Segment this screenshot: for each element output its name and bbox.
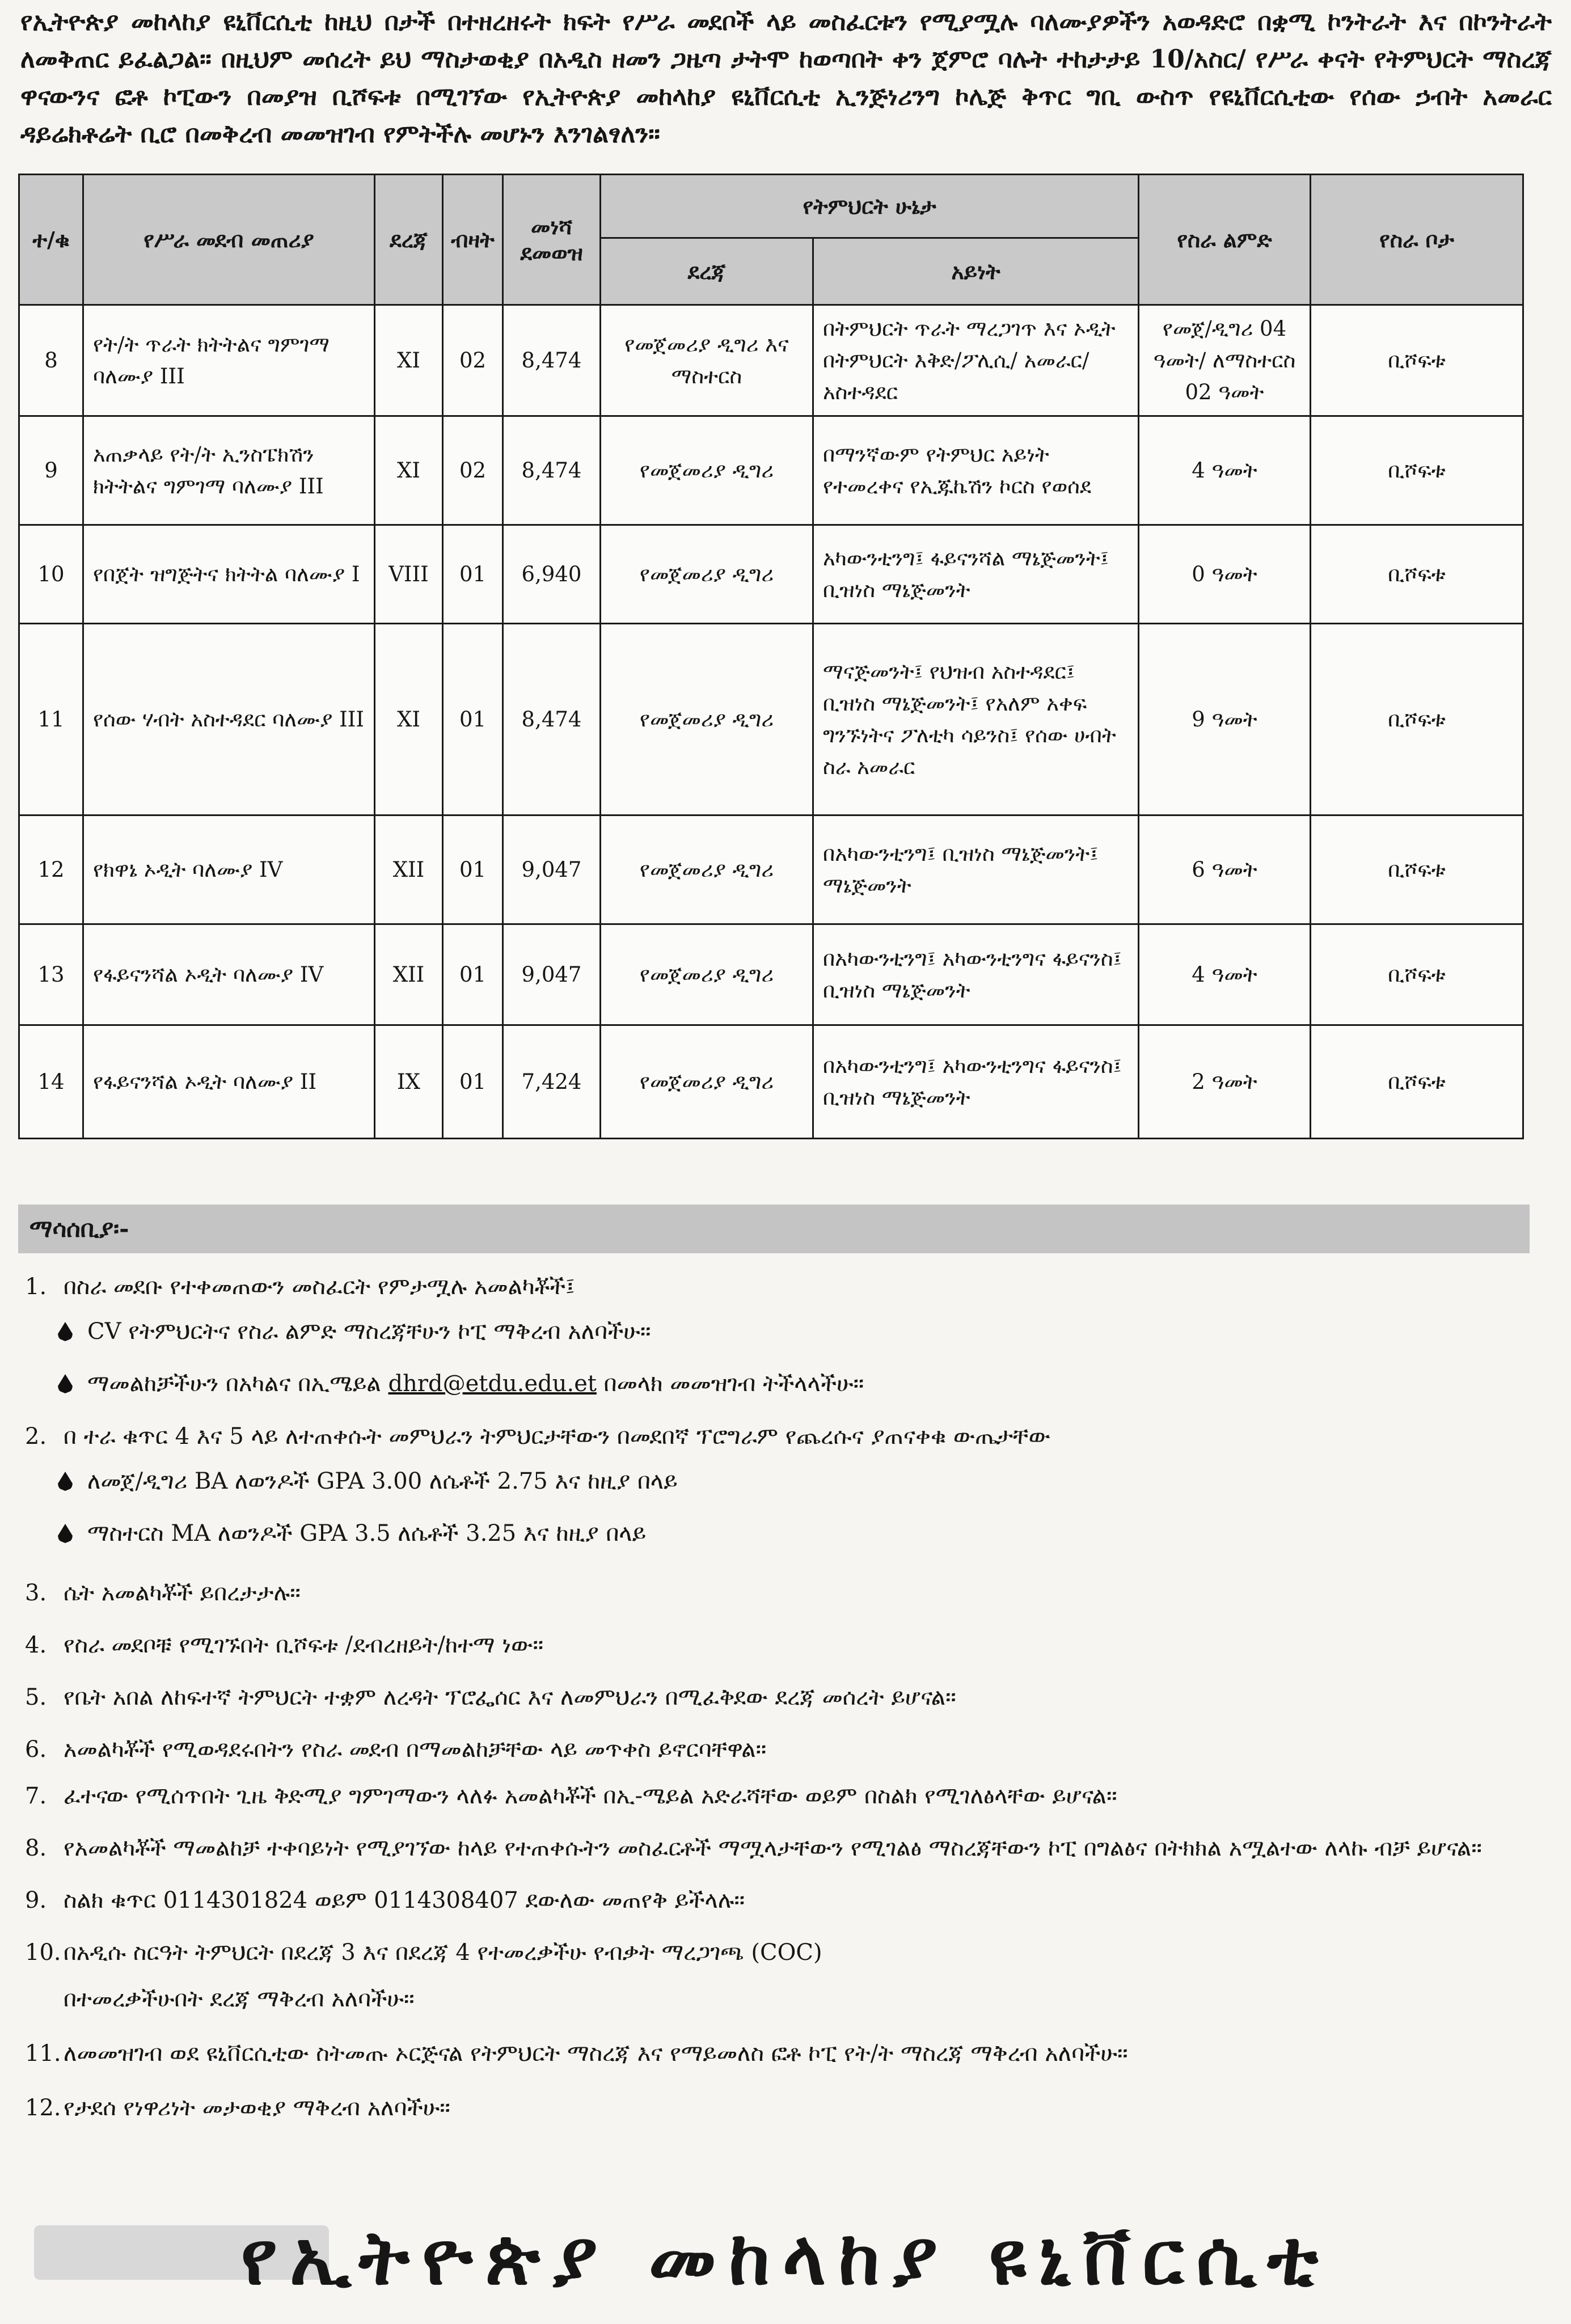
row-education-type: በትምህርት ጥራት ማረጋገጥ እና ኦዲት በትምህርት እቅድ/ፖሊሲ/ አመራር/አስተዳደር [813,305,1139,416]
row-job-title: የበጀት ዝግጅትና ክትትል ባለሙያ I [83,525,375,624]
header-quantity: ብዛት [443,175,503,305]
row-grade: XII [375,815,443,924]
row-grade: VIII [375,525,443,624]
intro-paragraph: የኢትዮጵያ መከላከያ ዩኒቨርሲቲ ከዚህ በታች በተዘረዘሩት ክፍት የሥራ መደቦች ላይ መስፈርቱን የሚያሟሉ ባለሙያዎችን አወዳድሮ በቋሚ ኮንትራት እና በኮንትራት ለመቅጠር ይፈልጋል። በዚህም መሰረት ይህ ማስታወቂያ በአዲስ ዘመን ጋዜጣ ታትሞ ከወጣበት ቀን ጀምሮ ባሉት ተከታታይ 10/አስር/ የሥራ ቀናት የትምህርት ማስረጃ ዋናውንና ፎቶ ኮፒውን በመያዝ ቢሾፍቱ በሚገኘው የኢትዮጵያ መከላከያ ዩኒቨርሲቲ ኢንጅነሪንግ ኮሌጅ ቅጥር ግቢ ውስጥ የዩኒቨርሲቲው የሰው ኃብት አመራር ዳይሬክቶሬት ቢሮ በመቅረብ መመዝገብ የምትችሉ መሆኑን እንገልፃለን። [20,7,1552,149]
row-quantity: 01 [443,924,503,1025]
row-number: 11 [19,624,83,815]
bullet-text: CV የትምህርትና የስራ ልምድ ማስረጃቸሁን ኮፒ ማቅረብ አለባችሁ። [87,1319,651,1345]
note-1-bullet-b [25,1358,1539,1410]
note-text: በተመረቃችሁበት ደረጃ ማቅረብ አለባችሁ። [64,1986,415,2012]
row-experience: 6 ዓመት [1139,815,1311,924]
note-5 [25,1679,1539,1716]
note-10 [25,1934,1539,1971]
row-location: ቢሾፍቱ [1311,624,1523,815]
job-vacancy-table [18,174,1524,1139]
note-number: 6. [25,1736,47,1763]
table-row [19,624,1523,815]
notes-heading: ማሳሰቢያ፡- [18,1205,1530,1253]
row-grade: IX [375,1025,443,1139]
row-number: 8 [19,305,83,416]
row-number: 10 [19,525,83,624]
row-education-type: በማንኛውም የትምህር አይነት የተመረቀና የኢጁኬሽን ኮርስ የወሰደ [813,416,1139,525]
note-1-bullet-a [25,1305,1539,1358]
header-education: የትምህርት ሁኔታ [601,175,1139,238]
row-location: ቢሾፍቱ [1311,1025,1523,1139]
row-salary: 7,424 [503,1025,601,1139]
table-row [19,525,1523,624]
row-quantity: 01 [443,1025,503,1139]
note-7 [25,1777,1539,1815]
table-row [19,815,1523,924]
note-number: 2. [25,1423,47,1450]
university-name-footer: የኢትዮጵያ መከላከያ ዩኒቨርሲቲ [240,2214,1331,2302]
row-experience: የመጀ/ዲግሪ 04 ዓመት/ ለማስተርስ 02 ዓመት [1139,305,1311,416]
header-number: ተ/ቁ [19,175,83,305]
row-experience: 2 ዓመት [1139,1025,1311,1139]
note-9 [25,1882,1539,1919]
note-text: ስልክ ቁጥር 0114301824 ወይም 0114308407 ደውለው መጠየቅ ይችላሉ። [64,1887,745,1913]
email-link[interactable]: dhrd@etdu.edu.et [388,1371,597,1397]
note-number: 10. [25,1940,61,1966]
header-education-level: ደረጃ [601,238,813,305]
note-2-bullet-b [25,1507,1539,1560]
note-text: የስራ መደቦቹ የሚገኙበት ቢሾፍቱ /ደብረዘይት/ከተማ ነው። [64,1632,544,1658]
row-education-level: የመጀመሪያ ዲግሪ [601,815,813,924]
row-education-level: የመጀመሪያ ዲግሪ እና ማስተርስ [601,305,813,416]
table-row [19,1025,1523,1139]
row-education-level: የመጀመሪያ ዲግሪ [601,624,813,815]
note-number: 9. [25,1887,47,1913]
header-grade: ደረጃ [375,175,443,305]
row-location: ቢሾፍቱ [1311,525,1523,624]
row-location: ቢሾፍቱ [1311,924,1523,1025]
note-6 [25,1731,1539,1768]
row-quantity: 01 [443,525,503,624]
row-experience: 9 ዓመት [1139,624,1311,815]
note-number: 12. [25,2095,61,2121]
row-job-title: የፋይናንሻል ኦዲት ባለሙያ IV [83,924,375,1025]
row-salary: 9,047 [503,924,601,1025]
note-text: ለመመዝገብ ወደ ዩኒቨርሲቲው ስትመጡ ኦርጅናል የትምህርት ማስረጃ እና የማይመለስ ፎቶ ኮፒ የት/ት ማስረጃ ማቅረብ አለባችሁ። [64,2040,1128,2067]
row-location: ቢሾፍቱ [1311,416,1523,525]
note-10-continued [25,1980,1539,2018]
header-location: የስራ ቦታ [1311,175,1523,305]
note-text: ፈተናው የሚሰጥበት ጊዜ ቅድሚያ ግምገማውን ላለፉ አመልካቾች በኢ-ሜይል አድራሻቸው ወይም በስልክ የሚገለፅላቸው ይሆናል። [64,1783,1117,1809]
row-salary: 8,474 [503,624,601,815]
table-row [19,416,1523,525]
note-text: የታደሰ የነዋሪነት መታወቂያ ማቅረብ አለባችሁ። [64,2095,450,2121]
header-salary: መነሻ ደመወዝ [503,175,601,305]
row-number: 13 [19,924,83,1025]
note-text: በአዲሱ ስርዓት ትምህርት በደረጃ 3 እና በደረጃ 4 የተመረቃችሁ የብቃት ማረጋገጫ (COC) [64,1940,822,1966]
row-education-level: የመጀመሪያ ዲግሪ [601,416,813,525]
table-row [19,305,1523,416]
note-3 [25,1574,1539,1612]
row-number: 14 [19,1025,83,1139]
row-job-title: አጠቃላይ የት/ት ኢንስፔክሽን ክትትልና ግምገማ ባለሙያ III [83,416,375,525]
note-number: 5. [25,1684,47,1710]
row-education-type: ማናጅመንት፤ የህዝብ አስተዳደር፤ ቢዝነስ ማኔጅመንት፤ የአለም አቀፍ ግንኙነትና ፖለቲካ ሳይንስ፤ የሰው ሀብት ስራ አመራር [813,624,1139,815]
bullet-text: ለመጀ/ዲግሪ BA ለወንዶች GPA 3.00 ለሴቶች 2.75 እና ከዚያ በላይ [87,1468,678,1494]
row-quantity: 01 [443,815,503,924]
note-text: ሴት አመልካቾች ይበረታታሉ። [64,1580,301,1606]
row-number: 12 [19,815,83,924]
bullet-text: ማስተርስ MA ለወንዶች GPA 3.5 ለሴቶች 3.25 እና ከዚያ በላይ [87,1520,647,1546]
note-12 [25,2089,1539,2127]
row-salary: 9,047 [503,815,601,924]
bullet-text-post: በመላክ መመዝገብ ትችላላችሁ። [603,1371,864,1397]
row-location: ቢሾፍቱ [1311,305,1523,416]
row-quantity: 02 [443,416,503,525]
drop-bullet-icon [58,1524,73,1543]
row-salary: 6,940 [503,525,601,624]
note-4 [25,1626,1539,1664]
header-education-type: አይነት [813,238,1139,305]
note-text: አመልካቾች የሚወዳደሩበትን የስራ መደብ በማመልከቻቸው ላይ መጥቀስ ይኖርባቸዋል። [64,1736,767,1763]
note-11 [25,2035,1539,2072]
row-salary: 8,474 [503,305,601,416]
note-text: የቤት አበል ለከፍተኛ ትምህርት ተቋም ለረዳት ፕሮፌሰር እና ለመምህራን በሚፈቅደው ደረጃ መሰረት ይሆናል። [64,1684,956,1710]
note-text: በስራ መደቡ የተቀመጠውን መስፈርት የምታሟሉ አመልካቾች፤ [64,1274,575,1300]
row-education-level: የመጀመሪያ ዲግሪ [601,924,813,1025]
table-row [19,924,1523,1025]
note-number: 11. [25,2040,61,2067]
drop-bullet-icon [58,1374,73,1393]
header-job-title: የሥራ መደብ መጠሪያ [83,175,375,305]
note-number: 8. [25,1835,47,1861]
row-quantity: 01 [443,624,503,815]
row-job-title: የፋይናንሻል ኦዲት ባለሙያ II [83,1025,375,1139]
row-number: 9 [19,416,83,525]
row-grade: XI [375,624,443,815]
note-8 [25,1829,1539,1867]
row-job-title: የሰው ሃብት አስተዳደር ባለሙያ III [83,624,375,815]
row-experience: 0 ዓመት [1139,525,1311,624]
row-education-level: የመጀመሪያ ዲግሪ [601,1025,813,1139]
drop-bullet-icon [58,1472,73,1491]
note-2 [25,1418,1539,1455]
note-number: 1. [25,1274,47,1300]
row-grade: XI [375,416,443,525]
row-education-type: በአካውንቲንግ፤ አካውንቲንግና ፋይናንስ፤ ቢዝነስ ማኔጅመንት [813,1025,1139,1139]
note-number: 4. [25,1632,47,1658]
row-job-title: የት/ት ጥራት ክትትልና ግምገማ ባለሙያ III [83,305,375,416]
note-number: 3. [25,1580,47,1606]
row-salary: 8,474 [503,416,601,525]
row-location: ቢሾፍቱ [1311,815,1523,924]
row-education-level: የመጀመሪያ ዲግሪ [601,525,813,624]
notes-list [25,1268,1539,2127]
bullet-text-pre: ማመልከቻችሁን በአካልና በኢሜይል [87,1371,381,1397]
row-experience: 4 ዓመት [1139,416,1311,525]
row-quantity: 02 [443,305,503,416]
note-text: በ ተራ ቁጥር 4 እና 5 ላይ ለተጠቀሱት መምህራን ትምህርታቸውን በመደበኛ ፕሮግራም የጨረሱና ያጠናቀቁ ውጤታቸው [64,1423,1051,1450]
row-education-type: በአካውንቲንግ፤ ቢዝነስ ማኔጅመንት፤ ማኔጅመንት [813,815,1139,924]
row-job-title: የክዋኔ ኦዲት ባለሙያ IV [83,815,375,924]
note-1 [25,1268,1539,1305]
note-text: የአመልካቾች ማመልከቻ ተቀባይነት የሚያገኘው ከላይ የተጠቀሱትን መስፈርቶች ማሟላታቸውን የሚገልፅ ማስረጃቸውን ኮፒ በግልፅና በትክክል አሟልተው ለላኩ ብቻ ይሆናል። [64,1835,1482,1861]
note-number: 7. [25,1783,47,1809]
drop-bullet-icon [58,1322,73,1341]
row-grade: XI [375,305,443,416]
row-education-type: አካውንቲንግ፤ ፋይናንሻል ማኔጅመንት፤ ቢዝነስ ማኔጅመንት [813,525,1139,624]
row-education-type: በአካውንቲንግ፤ አካውንቲንግና ፋይናንስ፤ ቢዝነስ ማኔጅመንት [813,924,1139,1025]
row-grade: XII [375,924,443,1025]
header-experience: የስራ ልምድ [1139,175,1311,305]
row-experience: 4 ዓመት [1139,924,1311,1025]
note-2-bullet-a [25,1455,1539,1507]
